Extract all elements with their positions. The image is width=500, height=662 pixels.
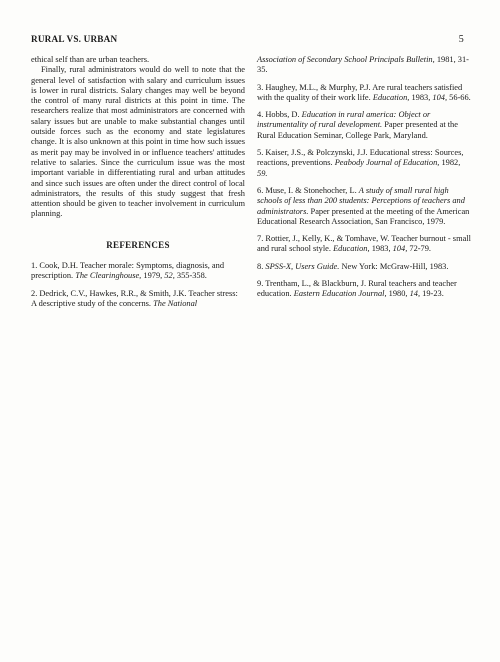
references-heading: REFERENCES [106, 239, 170, 250]
reference-item-continued: Association of Secondary School Principals Bulletin, 1981, 31-35. [257, 55, 469, 75]
left-column [31, 55, 245, 316]
reference-item: 7. Rottier, J., Kelly, K., & Tomhave, W. Teacher burnout - small and rural school style. Education, 1983, 104, 72-79. [257, 234, 471, 254]
body-paragraph: ethical self than are urban teachers. [31, 55, 150, 64]
right-column [257, 55, 471, 307]
running-header [31, 34, 464, 45]
body-paragraph: Finally, rural administrators would do well to note that the general level of satisfaction with salary and curriculum issues is lower in rural districts. Salary changes may well be beyond the control of many rural districts at this point in time. The researchers realize that most administrators are concerned with salary issues but are unable to make substantial changes until outside forces such as the economy and state legislatures change. It is also unknown at this point in time how such issues as merit pay may be involved in or influence teachers' attitudes relative to salaries. Since the curriculum issue was the most important variable in differentiating rural and urban attitudes and since such issues are often under the direct control of local administrators, the results of this study suggest that fresh attention should be given to teacher involvement in curriculum planning. [31, 65, 245, 219]
reference-item: 6. Muse, I. & Stonehocher, L. A study of small rural high schools of less than 200 students: Perceptions of teachers and administrators. Paper presented at the meeting of the American Educational Research Association, San Francisco, 1979. [257, 185, 470, 226]
reference-item: 8. SPSS-X, Users Guide. New York: McGraw-Hill, 1983. [257, 261, 449, 271]
reference-item: 3. Haughey, M.L., & Murphy, P.J. Are rural teachers satisfied with the quality of their work life. Education, 1983, 104, 56-66. [257, 82, 471, 102]
reference-item: 2. Dedrick, C.V., Hawkes, R.R., & Smith, J.K. Teacher stress: A descriptive study of the concerns. The National [31, 288, 238, 308]
reference-item: 5. Kaiser, J.S., & Polczynski, J.J. Educational stress: Sources, reactions, preventions. Peabody Journal of Education, 1982, 59. [257, 148, 464, 178]
page-number: 5 [458, 34, 464, 45]
reference-item: 1. Cook, D.H. Teacher morale: Symptoms, diagnosis, and prescription. The Clearinghouse, 1979, 52, 355-358. [31, 261, 225, 281]
reference-item: 4. Hobbs, D. Education in rural america: Object or instrumentality of rural development. Paper presented at the Rural Education Seminar, College Park, Maryland. [257, 110, 458, 140]
running-title: RURAL VS. URBAN [31, 34, 118, 44]
reference-item: 9. Trentham, L., & Blackburn, J. Rural teachers and teacher education. Eastern Education Journal, 1980, 14, 19-23. [257, 279, 457, 299]
